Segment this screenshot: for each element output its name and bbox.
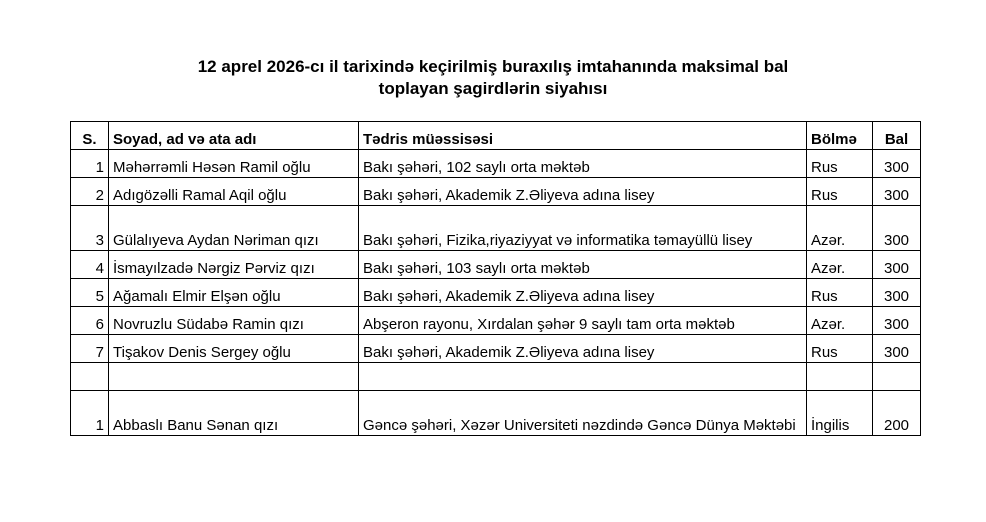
- cell-number: 7: [71, 335, 109, 363]
- title-line-1: 12 aprel 2026-cı il tarixində keçirilmiş buraxılış imtahanında maksimal bal: [197, 57, 789, 76]
- cell-name: Adıgözəlli Ramal Aqil oğlu: [109, 178, 359, 206]
- cell-name: Gülalıyeva Aydan Nəriman qızı: [109, 206, 359, 251]
- cell-section: Rus: [807, 335, 873, 363]
- table-row: [71, 391, 921, 436]
- header-name: Soyad, ad və ata adı: [109, 122, 359, 150]
- cell-school: Bakı şəhəri, Akademik Z.Əliyeva adına lisey: [359, 279, 807, 307]
- cell-number: 1: [71, 150, 109, 178]
- cell-number: [71, 363, 109, 391]
- cell-score: 300: [873, 178, 921, 206]
- cell-number: 3: [71, 206, 109, 251]
- cell-school: Bakı şəhəri, 102 saylı orta məktəb: [359, 150, 807, 178]
- results-table: [70, 121, 921, 436]
- cell-school: Bakı şəhəri, Akademik Z.Əliyeva adına lisey: [359, 178, 807, 206]
- document-title: [0, 56, 986, 100]
- cell-school: Abşeron rayonu, Xırdalan şəhər 9 saylı tam orta məktəb: [359, 307, 807, 335]
- table-header-row: [71, 122, 921, 150]
- cell-section: Azər.: [807, 251, 873, 279]
- cell-school: Gəncə şəhəri, Xəzər Universiteti nəzdində Gəncə Dünya Məktəbi: [359, 391, 807, 436]
- cell-school: Bakı şəhəri, Fizika,riyaziyyat və informatika təmayüllü lisey: [359, 206, 807, 251]
- cell-name: Abbaslı Banu Sənan qızı: [109, 391, 359, 436]
- cell-score: 200: [873, 391, 921, 436]
- header-section: Bölmə: [807, 122, 873, 150]
- header-number: S.: [71, 122, 109, 150]
- cell-number: 6: [71, 307, 109, 335]
- table-row: [71, 150, 921, 178]
- table-row: [71, 206, 921, 251]
- table-row: [71, 178, 921, 206]
- cell-score: 300: [873, 307, 921, 335]
- cell-score: 300: [873, 150, 921, 178]
- cell-number: 5: [71, 279, 109, 307]
- cell-score: 300: [873, 206, 921, 251]
- cell-number: 2: [71, 178, 109, 206]
- table-row: [71, 307, 921, 335]
- table-row: [71, 279, 921, 307]
- cell-score: 300: [873, 335, 921, 363]
- cell-school: Bakı şəhəri, Akademik Z.Əliyeva adına lisey: [359, 335, 807, 363]
- cell-school: [359, 363, 807, 391]
- cell-name: İsmayılzadə Nərgiz Pərviz qızı: [109, 251, 359, 279]
- cell-name: Ağamalı Elmir Elşən oğlu: [109, 279, 359, 307]
- cell-section: Rus: [807, 150, 873, 178]
- cell-number: 4: [71, 251, 109, 279]
- cell-name: Tişakov Denis Sergey oğlu: [109, 335, 359, 363]
- cell-score: [873, 363, 921, 391]
- cell-section: Azər.: [807, 206, 873, 251]
- cell-section: Rus: [807, 178, 873, 206]
- title-line-2: toplayan şagirdlərin siyahısı: [378, 79, 608, 98]
- table-row: [71, 335, 921, 363]
- cell-section: [807, 363, 873, 391]
- cell-school: Bakı şəhəri, 103 saylı orta məktəb: [359, 251, 807, 279]
- cell-number: 1: [71, 391, 109, 436]
- cell-score: 300: [873, 279, 921, 307]
- cell-name: Novruzlu Südabə Ramin qızı: [109, 307, 359, 335]
- cell-section: İngilis: [807, 391, 873, 436]
- cell-section: Rus: [807, 279, 873, 307]
- table-row-empty: [71, 363, 921, 391]
- header-school: Tədris müəssisəsi: [359, 122, 807, 150]
- cell-section: Azər.: [807, 307, 873, 335]
- cell-name: Məhərrəmli Həsən Ramil oğlu: [109, 150, 359, 178]
- table-row: [71, 251, 921, 279]
- cell-name: [109, 363, 359, 391]
- cell-score: 300: [873, 251, 921, 279]
- header-score: Bal: [873, 122, 921, 150]
